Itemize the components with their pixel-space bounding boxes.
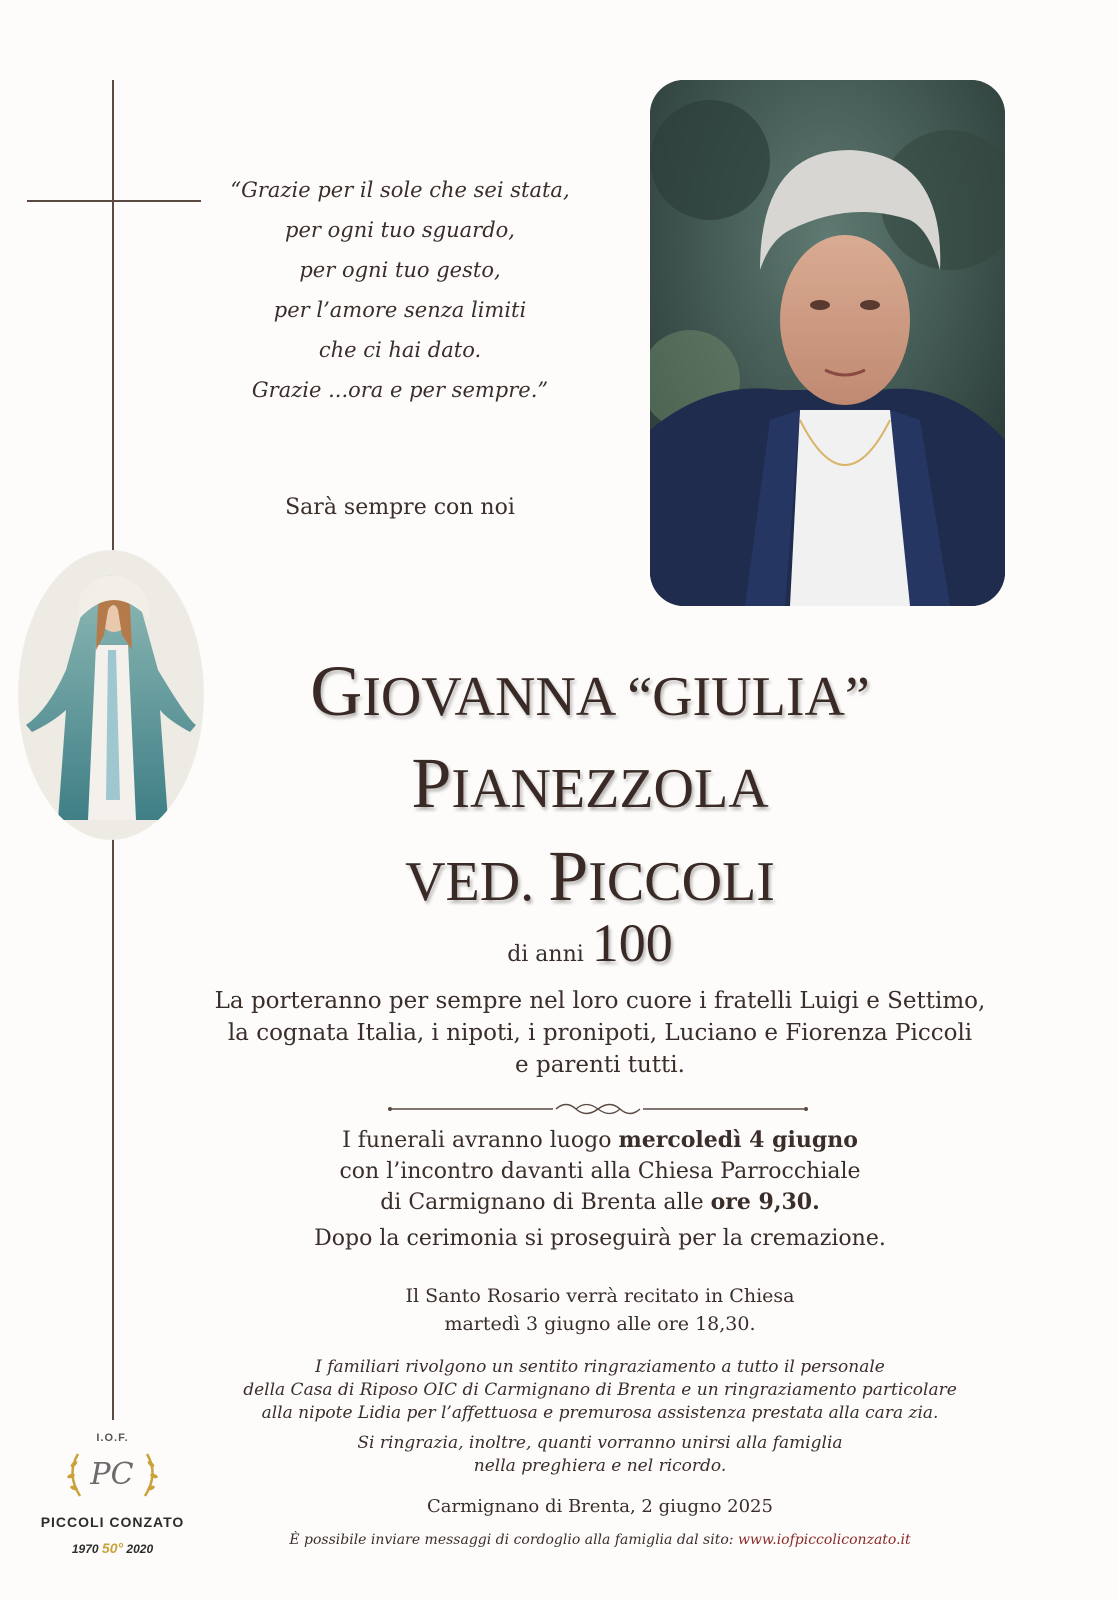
age-value: 100 <box>591 913 673 973</box>
rosary-line: martedì 3 giugno alle ore 18,30. <box>444 1313 756 1335</box>
anniversary-years: 1970 50° 2020 <box>71 1540 154 1556</box>
condolence-website-link[interactable]: www.iofpiccoliconzato.it <box>737 1532 911 1548</box>
funeral-line: I funerali avranno luogo mercoledì 4 giugno <box>342 1127 858 1153</box>
poem-line: per ogni tuo sguardo, <box>285 218 515 242</box>
mourners-text <box>150 985 1050 1081</box>
thanks-line: I familiari rivolgono un sentito ringraziamento a tutto il personale <box>315 1357 885 1377</box>
deceased-portrait-photo <box>650 80 1005 606</box>
thanks-line: alla nipote Lidia per l’affettuosa e premurosa assistenza prestata alla cara zia. <box>261 1403 939 1423</box>
funeral-home-logo <box>30 1432 195 1572</box>
cremation-text: Dopo la cerimonia si proseguirà per la cremazione. <box>314 1226 886 1251</box>
deceased-age <box>150 912 1030 974</box>
thanks-text-2 <box>150 1432 1050 1478</box>
poem-line: per ogni tuo gesto, <box>299 258 501 282</box>
thanks-line: Si ringrazia, inoltre, quanti vorranno unirsi alla famiglia <box>357 1433 843 1453</box>
condolence-footer: È possibile inviare messaggi di cordoglio alla famiglia dal sito: www.iofpiccoliconzato.it <box>289 1532 911 1548</box>
deceased-name-line-3: VED. PICCOLI <box>405 836 775 916</box>
rosary-details <box>150 1282 1050 1338</box>
thanks-text <box>150 1356 1050 1425</box>
age-label: di anni <box>507 942 584 967</box>
always-with-us-text: Sarà sempre con noi <box>285 495 515 520</box>
funeral-line: di Carmignano di Brenta alle ore 9,30. <box>380 1189 820 1215</box>
deceased-name-line-1: GIOVANNA “GIULIA” <box>310 651 870 731</box>
deceased-name-line-2: PIANEZZOLA <box>411 743 769 823</box>
iof-label: I.O.F. <box>96 1432 129 1444</box>
place-and-date: Carmignano di Brenta, 2 giugno 2025 <box>427 1496 773 1517</box>
brand-name: PICCOLI CONZATO <box>40 1514 185 1530</box>
poem-line: “Grazie per il sole che sei stata, <box>230 178 570 202</box>
poem-line: per l’amore senza limiti <box>273 298 527 322</box>
memorial-poem <box>200 170 600 410</box>
ornament-divider <box>388 1100 808 1118</box>
cross-horizontal-line <box>27 200 201 202</box>
thanks-line: nella preghiera e nel ricordo. <box>473 1456 727 1476</box>
thanks-line: della Casa di Riposo OIC di Carmignano di Brenta e un ringraziamento particolare <box>243 1380 957 1400</box>
logo-monogram: PC <box>90 1457 134 1492</box>
poem-line: Grazie ...ora e per sempre.” <box>251 378 549 402</box>
mourners-line: la cognata Italia, i nipoti, i pronipoti, Luciano e Fiorenza Piccoli <box>227 1020 973 1046</box>
funeral-details <box>150 1125 1050 1218</box>
laurel-monogram-icon <box>30 1444 195 1506</box>
poem-line: che ci hai dato. <box>318 338 482 362</box>
funeral-line: con l’incontro davanti alla Chiesa Parrocchiale <box>339 1159 861 1184</box>
rosary-line: Il Santo Rosario verrà recitato in Chiesa <box>405 1285 795 1307</box>
mourners-line: La porteranno per sempre nel loro cuore i fratelli Luigi e Settimo, <box>214 988 986 1014</box>
mourners-line: e parenti tutti. <box>515 1052 685 1078</box>
